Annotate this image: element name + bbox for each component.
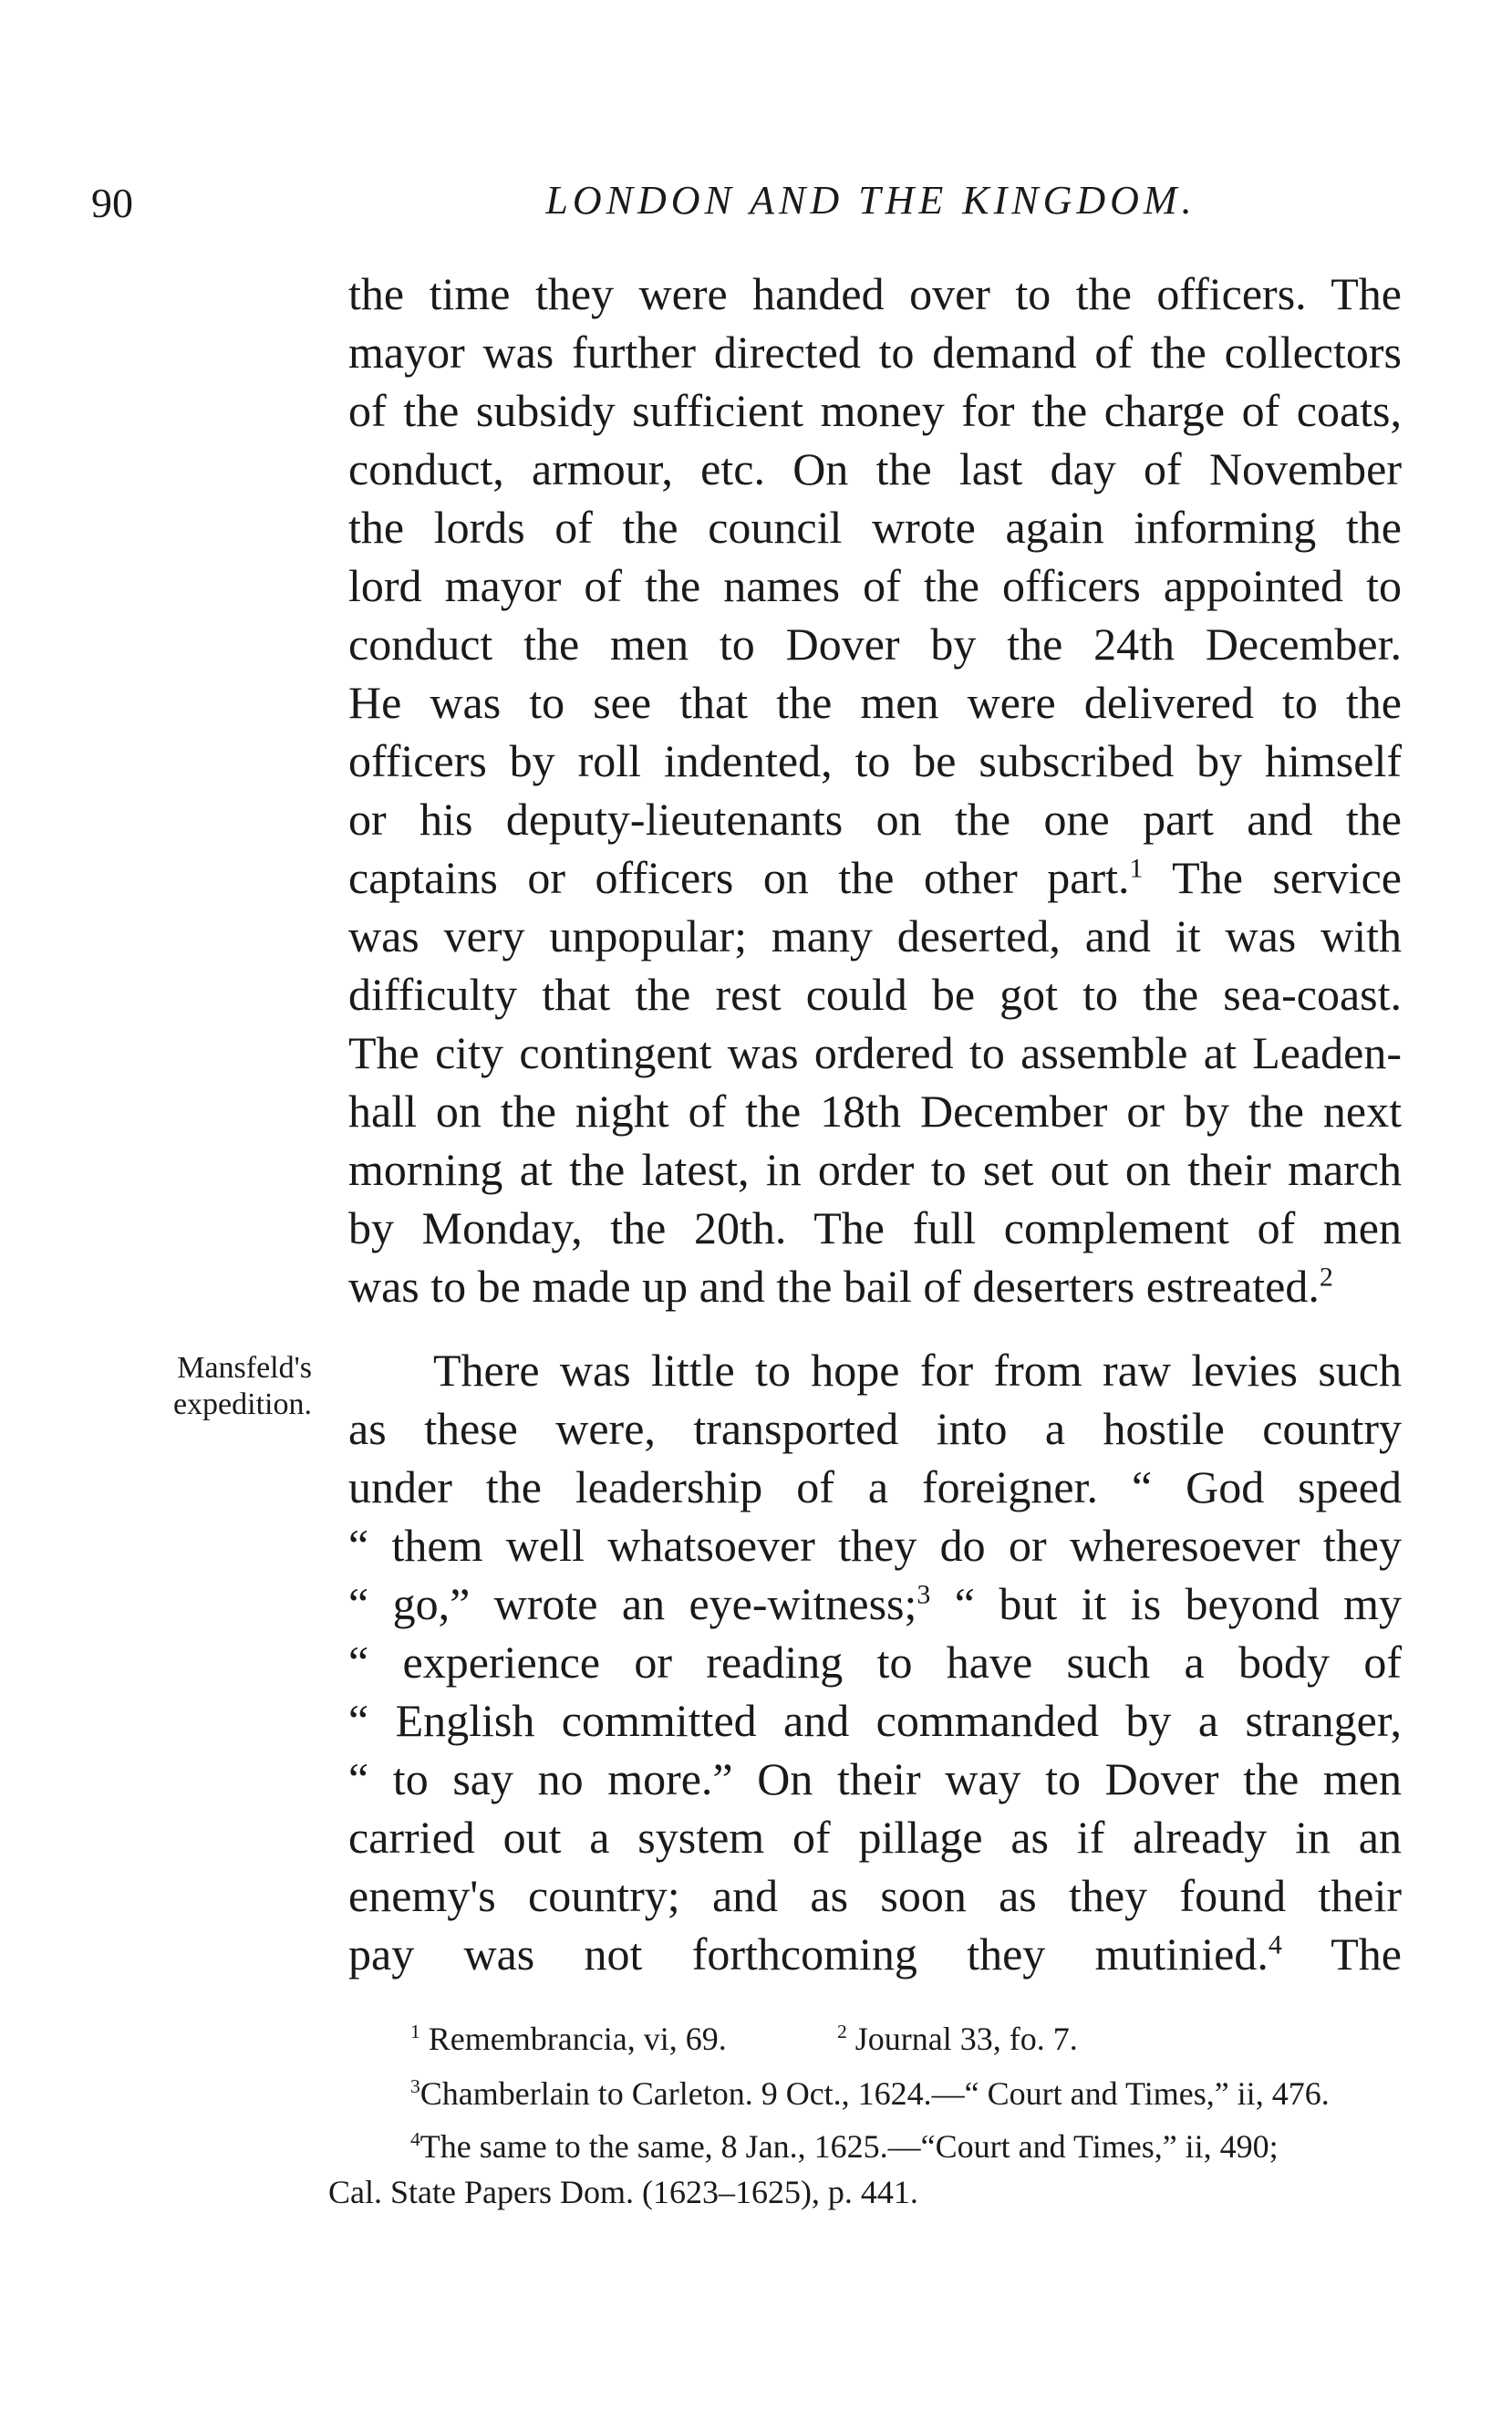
body-line: “ them well whatsoever they do or wheresoever they <box>348 1520 1402 1571</box>
body-text: “ go,” wrote an eye-witness; <box>348 1578 917 1629</box>
body-text: “ but it is beyond my <box>954 1578 1402 1629</box>
footnote-3 <box>410 2073 1330 2115</box>
body-line: mayor was further directed to demand of the collectors <box>348 327 1402 378</box>
running-head: LONDON AND THE KINGDOM. <box>545 178 1196 223</box>
body-line: conduct the men to Dover by the 24th December. <box>348 618 1402 670</box>
margin-note-line: expedition. <box>172 1387 312 1421</box>
footnote-mark: 4 <box>410 2128 420 2150</box>
body-line: difficulty that the rest could be got to the sea-coast. <box>348 969 1402 1020</box>
body-text: captains or officers on the other part. <box>348 852 1130 903</box>
footnote-4-continued: Cal. State Papers Dom. (1623–1625), p. 441. <box>328 2174 918 2210</box>
body-line: “ to say no more.” On their way to Dover the men <box>348 1753 1402 1804</box>
footnote-text: Journal 33, fo. 7. <box>854 2021 1078 2057</box>
body-line: or his deputy-lieutenants on the one part and the <box>348 794 1402 845</box>
footnote-ref-1: 1 <box>1129 853 1144 884</box>
body-text: was to be made up and the bail of deserters estreated. <box>348 1261 1320 1312</box>
body-line: was very unpopular; many deserted, and it was with <box>348 910 1402 961</box>
body-line: officers by roll indented, to be subscribed by himself <box>348 735 1402 786</box>
body-line: the lords of the council wrote again informing the <box>348 502 1402 553</box>
body-line: by Monday, the 20th. The full complement of men <box>348 1202 1402 1253</box>
body-text: The <box>1331 1928 1402 1980</box>
footnote-4 <box>410 2125 1279 2167</box>
body-line: carried out a system of pillage as if already in an <box>348 1812 1402 1863</box>
body-line <box>348 1574 1402 1633</box>
footnote-mark: 1 <box>410 2021 420 2042</box>
body-text: The service <box>1172 852 1403 903</box>
body-line: “ English committed and commanded by a stranger, <box>348 1695 1402 1746</box>
footnote-ref-2: 2 <box>1319 1262 1333 1293</box>
footnote-ref-3: 3 <box>917 1579 931 1610</box>
footnote-2 <box>837 2018 1078 2060</box>
body-text: pay was not forthcoming they mutinied. <box>348 1928 1269 1980</box>
footnote-mark: 2 <box>837 2021 847 2042</box>
footnote-text: The same to the same, 8 Jan., 1625.—“Court and Times,” ii, 490; <box>419 2128 1279 2165</box>
footnote-ref-4: 4 <box>1268 1929 1282 1960</box>
body-line: morning at the latest, in order to set out on their march <box>348 1144 1402 1195</box>
margin-note-line: Mansfeld's <box>177 1351 312 1385</box>
body-line: of the subsidy sufficient money for the charge of coats, <box>348 385 1402 436</box>
footnote-1 <box>410 2018 727 2060</box>
body-line: He was to see that the men were delivered to the <box>348 677 1402 728</box>
footnote-text: Remembrancia, vi, 69. <box>428 2021 727 2057</box>
body-line: “ experience or reading to have such a body of <box>348 1637 1402 1688</box>
page-number: 90 <box>91 180 133 226</box>
body-line: the time they were handed over to the officers. The <box>348 268 1402 319</box>
body-line: lord mayor of the names of the officers appointed to <box>348 560 1402 611</box>
body-line: conduct, armour, etc. On the last day of November <box>348 443 1402 494</box>
body-line <box>348 1925 1402 1983</box>
body-line: as these were, transported into a hostile country <box>348 1403 1402 1454</box>
footnote-mark: 3 <box>410 2075 420 2097</box>
footnote-text: Chamberlain to Carleton. 9 Oct., 1624.—“ Court and Times,” ii, 476. <box>419 2075 1330 2112</box>
body-line <box>348 848 1402 907</box>
body-line: enemy's country; and as soon as they found their <box>348 1870 1402 1921</box>
body-line <box>348 1257 1402 1315</box>
body-line: hall on the night of the 18th December or by the next <box>348 1086 1402 1137</box>
body-line: under the leadership of a foreigner. “ God speed <box>348 1461 1402 1512</box>
margin-note <box>84 1350 312 1423</box>
body-line: The city contingent was ordered to assemble at Leaden- <box>348 1027 1402 1078</box>
body-line: There was little to hope for from raw levies such <box>433 1345 1402 1396</box>
